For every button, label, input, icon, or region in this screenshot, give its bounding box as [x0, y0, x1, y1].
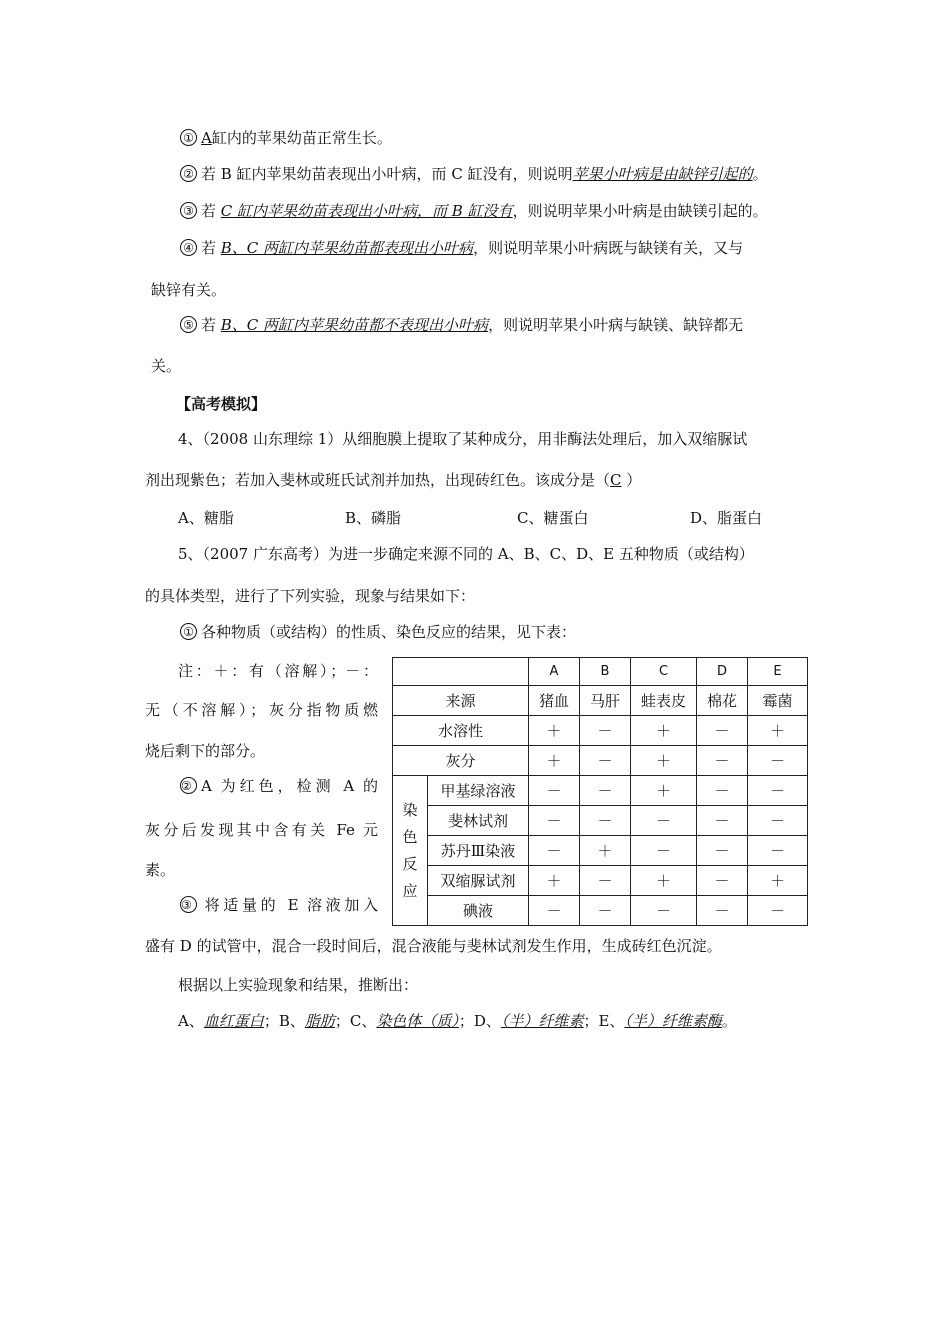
table-cell: ＋ [631, 716, 697, 746]
q5-conclusion: 根据以上实验现象和结果，推断出： [178, 976, 419, 994]
q5-item3-line1 [180, 895, 378, 915]
q4-text: 剂出现紫色；若加入斐林或班氏试剂并加热，出现砖红色。该成分是（ [145, 471, 611, 489]
table-row-stain-5 [393, 896, 808, 926]
answer-underline: 苹果小叶病是由缺锌引起的 [572, 165, 753, 183]
table-cell: ＋ [631, 776, 697, 806]
answer-label: ；C、 [334, 1012, 377, 1030]
answer-underline: A [201, 129, 212, 147]
item-4-cont: 缺锌有关。 [151, 281, 227, 299]
item-text: 缸内的苹果幼苗正常生长。 [211, 129, 392, 147]
results-table [392, 657, 808, 926]
table-cell: － [697, 746, 748, 776]
table-cell: ＋ [529, 866, 580, 896]
header-b: B [580, 658, 631, 686]
q4-line2 [145, 470, 641, 490]
table-cell: － [697, 866, 748, 896]
circled-number: ② [180, 165, 197, 182]
table-cell: 棉花 [697, 686, 748, 716]
q4-answer: C [610, 471, 622, 489]
table-cell: － [697, 716, 748, 746]
answer-underline: B、C 两缸内苹果幼苗都表现出小叶病 [220, 239, 474, 257]
q5-item-text: 将适量的 E 溶液加入 [201, 896, 378, 914]
item-text: 。 [752, 165, 768, 183]
table-cell: ＋ [748, 866, 808, 896]
table-cell: － [697, 776, 748, 806]
q5-line2: 的具体类型，进行了下列实验，现象与结果如下： [145, 587, 476, 605]
item-5-cont: 关。 [151, 357, 182, 375]
table-row-source [393, 686, 808, 716]
stain-group-char: 染 [402, 800, 418, 819]
table-cell: － [529, 776, 580, 806]
stain-group-label [393, 776, 428, 926]
item-text: 若 [201, 316, 221, 334]
answer-label: ；D、 [458, 1012, 501, 1030]
table-cell: － [631, 806, 697, 836]
table-cell: ＋ [631, 746, 697, 776]
stain-name: 双缩脲试剂 [428, 866, 529, 896]
table-cell: ＋ [529, 716, 580, 746]
q4-option-b: B、磷脂 [345, 509, 402, 527]
q4-option-a: A、糖脂 [178, 509, 234, 527]
item-2 [180, 164, 768, 184]
section-heading: 【高考模拟】 [176, 395, 267, 413]
table-cell: － [580, 866, 631, 896]
table-cell: － [529, 896, 580, 926]
header-e: E [748, 658, 808, 686]
item-text: 若 [201, 202, 221, 220]
header-a: A [529, 658, 580, 686]
item-3 [180, 201, 768, 221]
table-cell: － [697, 896, 748, 926]
table-cell: ＋ [631, 866, 697, 896]
q5-line1: 5、（2007 广东高考）为进一步确定来源不同的 A、B、C、D、E 五种物质（或结构） [178, 545, 754, 563]
q5-answers [178, 1011, 737, 1031]
table-cell: － [748, 776, 808, 806]
item-text: 若 B 缸内苹果幼苗表现出小叶病，而 C 缸没有，则说明 [201, 165, 573, 183]
table-cell: － [529, 806, 580, 836]
circled-number: ③ [180, 202, 197, 219]
answer-label: A、 [178, 1012, 204, 1030]
q5-item-text: 各种物质（或结构）的性质、染色反应的结果，见下表： [201, 623, 577, 641]
stain-group-char: 色 [402, 827, 418, 846]
table-cell: 猪血 [529, 686, 580, 716]
table-cell: － [580, 776, 631, 806]
table-row-stain-3 [393, 836, 808, 866]
stain-name: 甲基绿溶液 [428, 776, 529, 806]
q5-item2-line3: 素。 [145, 861, 176, 879]
table-cell: － [748, 746, 808, 776]
stain-name: 碘液 [428, 896, 529, 926]
q5-note-3: 烧后剩下的部分。 [145, 742, 266, 760]
answer-label: ；B、 [263, 1012, 305, 1030]
answer-label: ；E、 [583, 1012, 625, 1030]
answer-d: （半）纤维素 [500, 1012, 584, 1030]
q4-option-c: C、糖蛋白 [517, 509, 589, 527]
header-d: D [697, 658, 748, 686]
table-corner-cell [393, 658, 529, 686]
circled-number: ① [180, 623, 197, 640]
table-cell: － [748, 806, 808, 836]
q5-note-2: 无（不溶解）；灰分指物质燃 [145, 701, 378, 719]
answer-e: （半）纤维素酶 [624, 1012, 722, 1030]
table-cell: 蛙表皮 [631, 686, 697, 716]
q5-item-text: A 为红色，检测 A 的 [201, 777, 378, 795]
stain-name: 斐林试剂 [428, 806, 529, 836]
stain-name: 苏丹Ⅲ染液 [428, 836, 529, 866]
row-label: 来源 [393, 686, 529, 716]
circled-number: ③ [180, 896, 197, 913]
table-cell: － [697, 806, 748, 836]
circled-number: ① [180, 129, 197, 146]
row-label: 水溶性 [393, 716, 529, 746]
stain-group-char: 反 [402, 854, 418, 873]
table-cell: － [580, 806, 631, 836]
answer-c: 染色体（质） [376, 1012, 459, 1030]
table-cell: － [580, 896, 631, 926]
stain-group-char: 应 [402, 881, 418, 900]
table-cell: 马肝 [580, 686, 631, 716]
q5-item2-line1 [180, 776, 378, 796]
table-row-stain-1 [393, 776, 808, 806]
table-cell: － [748, 896, 808, 926]
circled-number: ⑤ [180, 316, 197, 333]
q4-line1: 4、（2008 山东理综 1）从细胞膜上提取了某种成分，用非酶法处理后，加入双缩脲试 [178, 430, 748, 448]
table-header-row [393, 658, 808, 686]
table-cell: － [529, 836, 580, 866]
answer-underline: B、C 两缸内苹果幼苗都不表现出小叶病 [220, 316, 489, 334]
table-cell: － [631, 896, 697, 926]
table-cell: － [631, 836, 697, 866]
item-text: ，则说明苹果小叶病既与缺镁有关，又与 [473, 239, 744, 257]
table-cell: ＋ [529, 746, 580, 776]
item-text: ，则说明苹果小叶病是由缺镁引起的。 [512, 202, 768, 220]
table-cell: ＋ [580, 836, 631, 866]
q5-item2-line2: 灰分后发现其中含有关 Fe 元 [145, 821, 378, 839]
item-4 [180, 238, 743, 258]
table-cell: 霉菌 [748, 686, 808, 716]
item-1 [180, 128, 392, 148]
table-cell: － [748, 836, 808, 866]
answer-a: 血红蛋白 [203, 1012, 264, 1030]
table-row-water [393, 716, 808, 746]
table-row-stain-4 [393, 866, 808, 896]
q4-option-d: D、脂蛋白 [690, 509, 763, 527]
table-cell: － [697, 836, 748, 866]
item-5 [180, 315, 743, 335]
circled-number: ④ [180, 239, 197, 256]
q5-item3-line2: 盛有 D 的试管中，混合一段时间后，混合液能与斐林试剂发生作用，生成砖红色沉淀。 [145, 937, 722, 955]
table-row-ash [393, 746, 808, 776]
q5-note-1: 注：＋：有（溶解）；－： [178, 662, 378, 680]
table-cell: － [580, 716, 631, 746]
circled-number: ② [180, 777, 197, 794]
header-c: C [631, 658, 697, 686]
q5-item1 [180, 622, 576, 642]
q4-text: ） [621, 471, 642, 489]
answer-b: 脂肪 [304, 1012, 335, 1030]
table-row-stain-2 [393, 806, 808, 836]
table-cell: － [580, 746, 631, 776]
table-cell: ＋ [748, 716, 808, 746]
answer-label: 。 [721, 1012, 737, 1030]
item-text: ，则说明苹果小叶病与缺镁、缺锌都无 [488, 316, 744, 334]
row-label: 灰分 [393, 746, 529, 776]
item-text: 若 [201, 239, 221, 257]
answer-underline: C 缸内苹果幼苗表现出小叶病，而 B 缸没有 [220, 202, 513, 220]
